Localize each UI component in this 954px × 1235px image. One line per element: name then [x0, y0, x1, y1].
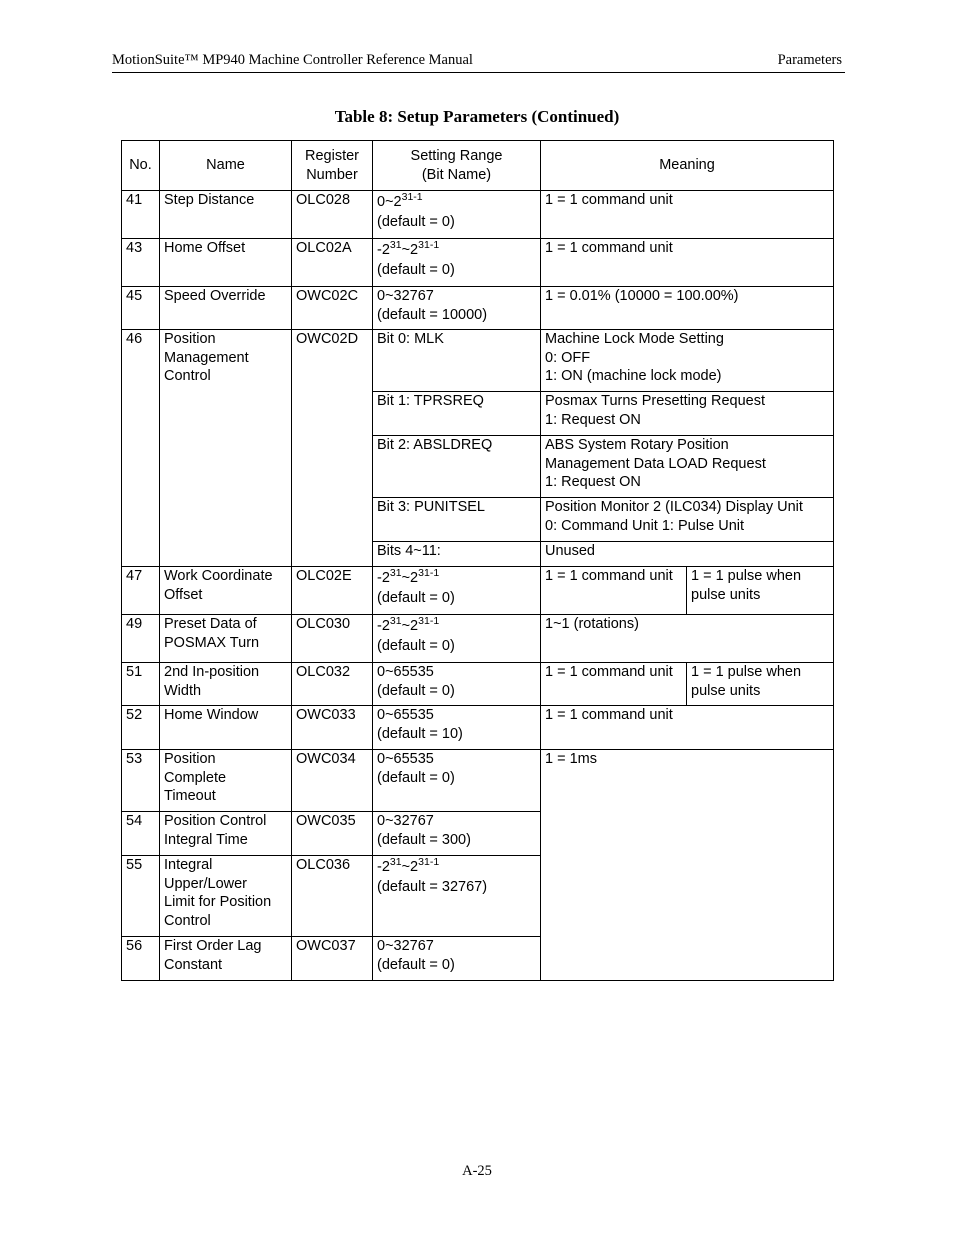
- row-meaning: 1 = 1 command unit: [541, 191, 834, 239]
- row-name: 2nd In-position Width: [160, 663, 292, 706]
- row-range: [373, 567, 541, 615]
- range-default: (default = 0): [377, 590, 455, 606]
- row-range: 0~32767 (default = 300): [373, 812, 541, 856]
- table-row: [122, 750, 834, 812]
- column-header-meaning: Meaning: [541, 141, 834, 191]
- row-meaning: 1 = 1 command unit: [541, 567, 687, 615]
- row-meaning: Position Monitor 2 (ILC034) Display Unit 0: Command Unit 1: Pulse Unit: [541, 498, 834, 542]
- table-row: [122, 191, 834, 239]
- row-bit: Bit 3: PUNITSEL: [373, 498, 541, 542]
- row-meaning-alt: 1 = 1 pulse when pulse units: [687, 663, 834, 706]
- row-register: OWC02C: [292, 287, 373, 330]
- setup-parameters-table: [121, 140, 834, 981]
- table-row: [122, 287, 834, 330]
- row-range: [373, 856, 541, 937]
- row-register: OWC033: [292, 706, 373, 750]
- table-row: [122, 330, 834, 392]
- column-header-name: Name: [160, 141, 292, 191]
- row-register: OLC032: [292, 663, 373, 706]
- page-number: A-25: [462, 1163, 492, 1179]
- range-default: (default = 0): [377, 214, 455, 230]
- row-name: Home Window: [160, 706, 292, 750]
- row-name: Work Coordinate Offset: [160, 567, 292, 615]
- column-header-register: Register Number: [292, 141, 373, 191]
- row-meaning: 1 = 1ms: [541, 750, 834, 981]
- row-no: 41: [122, 191, 160, 239]
- range-expression: $-2^{31}\sim 2^{31-1}$: [377, 239, 440, 258]
- row-meaning: Posmax Turns Presetting Request 1: Request ON: [541, 392, 834, 436]
- row-range: [373, 239, 541, 287]
- row-meaning-alt: 1 = 1 pulse when pulse units: [687, 567, 834, 615]
- table-row: [122, 567, 834, 615]
- row-bit: Bits 4~11:: [373, 542, 541, 567]
- section-name: Parameters: [777, 52, 842, 68]
- row-meaning: 1~1 (rotations): [541, 615, 834, 663]
- row-name: Position Complete Timeout: [160, 750, 292, 812]
- row-no: 46: [122, 330, 160, 567]
- row-name: Position Control Integral Time: [160, 812, 292, 856]
- row-name: First Order Lag Constant: [160, 937, 292, 981]
- row-range: 0~32767 (default = 10000): [373, 287, 541, 330]
- table-row: [122, 706, 834, 750]
- table-row: [122, 239, 834, 287]
- row-no: 56: [122, 937, 160, 981]
- table-row: [122, 663, 834, 706]
- page-header: [112, 52, 845, 73]
- range-expression: $-2^{31}\sim 2^{31-1}$: [377, 615, 440, 634]
- row-range: 0~65535 (default = 0): [373, 663, 541, 706]
- column-header-no: No.: [122, 141, 160, 191]
- range-default: (default = 0): [377, 638, 455, 654]
- column-header-setting-range: Setting Range (Bit Name): [373, 141, 541, 191]
- row-no: 52: [122, 706, 160, 750]
- row-register: OWC035: [292, 812, 373, 856]
- manual-title: MotionSuite™ MP940 Machine Controller Reference Manual: [112, 52, 473, 68]
- row-range: 0~65535 (default = 0): [373, 750, 541, 812]
- row-register: OLC030: [292, 615, 373, 663]
- row-range: [373, 191, 541, 239]
- row-range: [373, 615, 541, 663]
- row-register: OLC02A: [292, 239, 373, 287]
- row-name: Preset Data of POSMAX Turn: [160, 615, 292, 663]
- row-no: 47: [122, 567, 160, 615]
- row-no: 55: [122, 856, 160, 937]
- row-name: Speed Override: [160, 287, 292, 330]
- row-meaning: Machine Lock Mode Setting 0: OFF 1: ON (machine lock mode): [541, 330, 834, 392]
- row-meaning: 1 = 0.01% (10000 = 100.00%): [541, 287, 834, 330]
- row-meaning: 1 = 1 command unit: [541, 239, 834, 287]
- row-no: 51: [122, 663, 160, 706]
- range-expression: $-2^{31}\sim 2^{31-1}$: [377, 856, 440, 875]
- row-no: 54: [122, 812, 160, 856]
- row-range: 0~65535 (default = 10): [373, 706, 541, 750]
- row-name: Home Offset: [160, 239, 292, 287]
- row-no: 53: [122, 750, 160, 812]
- row-name: Step Distance: [160, 191, 292, 239]
- row-no: 45: [122, 287, 160, 330]
- row-register: OWC034: [292, 750, 373, 812]
- row-no: 49: [122, 615, 160, 663]
- row-bit: Bit 0: MLK: [373, 330, 541, 392]
- row-range: 0~32767 (default = 0): [373, 937, 541, 981]
- table-caption: Table 8: Setup Parameters (Continued): [334, 107, 620, 126]
- row-register: OWC02D: [292, 330, 373, 567]
- row-bit: Bit 2: ABSLDREQ: [373, 436, 541, 498]
- range-default: (default = 0): [377, 262, 455, 278]
- row-meaning: ABS System Rotary Position Management Data LOAD Request 1: Request ON: [541, 436, 834, 498]
- row-bit: Bit 1: TPRSREQ: [373, 392, 541, 436]
- range-expression: 0~2$^{31-1}$: [377, 191, 423, 210]
- row-name: Integral Upper/Lower Limit for Position Control: [160, 856, 292, 937]
- row-no: 43: [122, 239, 160, 287]
- table-header-row: [122, 141, 834, 191]
- row-meaning: 1 = 1 command unit: [541, 663, 687, 706]
- range-expression: $-2^{31}\sim 2^{31-1}$: [377, 567, 440, 586]
- range-default: (default = 32767): [377, 879, 488, 895]
- row-name: Position Management Control: [160, 330, 292, 567]
- table-row: [122, 615, 834, 663]
- row-meaning: Unused: [541, 542, 834, 567]
- row-register: OLC028: [292, 191, 373, 239]
- row-register: OWC037: [292, 937, 373, 981]
- row-meaning: 1 = 1 command unit: [541, 706, 834, 750]
- row-register: OLC02E: [292, 567, 373, 615]
- row-register: OLC036: [292, 856, 373, 937]
